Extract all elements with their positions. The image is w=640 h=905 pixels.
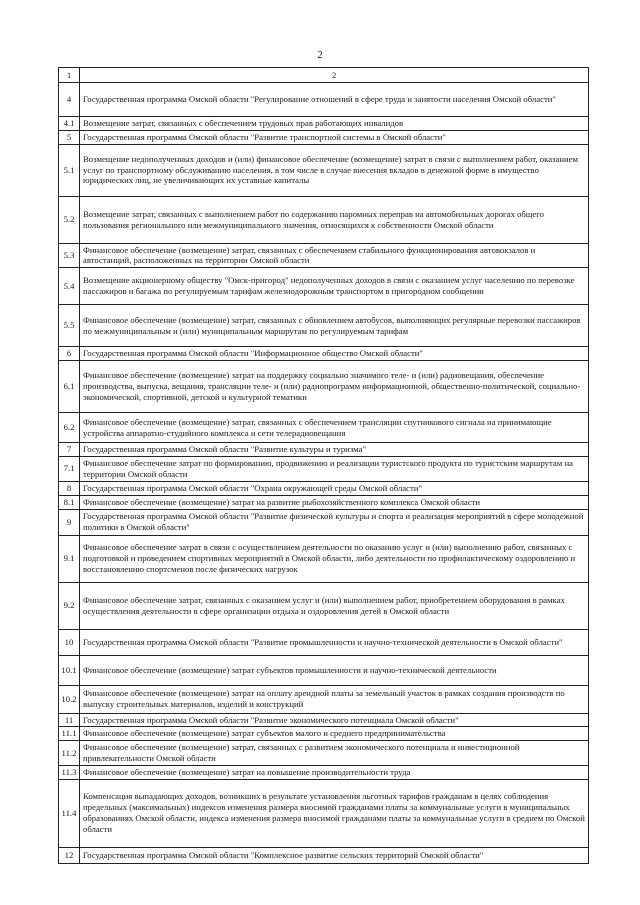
row-text: Финансовое обеспечение затрат, связанных с оказанием услуг и (или) выполнением работ, приобретением оборудования в рамках осуществления деятельности в сфере организации отдыха и оздоровления детей в Омской области [80, 582, 589, 629]
row-number: 5.1 [59, 144, 80, 196]
row-number: 11.3 [59, 765, 80, 779]
row-number: 4 [59, 83, 80, 117]
table-row [59, 727, 589, 741]
row-text: Финансовое обеспечение (возмещение) затрат на развитие рыбохозяйственного комплекса Омской области [80, 495, 589, 509]
row-number: 6.2 [59, 413, 80, 443]
row-text: Государственная программа Омской области "Комплексное развитие сельских территорий Омской области" [80, 847, 589, 863]
row-text: Финансовое обеспечение (возмещение) затрат, связанных с обеспечением стабильного функционирования автовокзалов и автостанций, расположенных на территории Омской области [80, 243, 589, 268]
row-text: Государственная программа Омской области "Развитие экономического потенциала Омской области" [80, 713, 589, 727]
row-text: Финансовое обеспечение (возмещение) затрат субъектов промышленности и научно-технической деятельности [80, 655, 589, 685]
row-text: Финансовое обеспечение (возмещение) затрат, связанных с развитием экономического потенциала и инвестиционной привлекательности Омской области [80, 741, 589, 766]
row-number: 11.2 [59, 741, 80, 766]
table-row [59, 847, 589, 863]
table-row [59, 629, 589, 655]
row-text: Государственная программа Омской области "Информационное общество Омской области" [80, 347, 589, 361]
table-row [59, 713, 589, 727]
table-row [59, 509, 589, 535]
header-cell-number: 1 [59, 68, 80, 83]
row-text: Возмещение затрат, связанных с выполнением работ по содержанию паромных переправ на автомобильных дорогах общего пользования регионального или межмуниципального значения, относящихся к собственности Омской области [80, 196, 589, 243]
row-text: Государственная программа Омской области "Развитие культуры и туризма" [80, 443, 589, 457]
row-text: Финансовое обеспечение (возмещение) затрат, связанных с обновлением автобусов, выполняющих регулярные перевозки пассажиров по межмуниципальным и (или) муниципальным маршрутам по регулируемым тарифам [80, 305, 589, 347]
table-row [59, 268, 589, 305]
row-number: 8.1 [59, 495, 80, 509]
table-row [59, 685, 589, 713]
table-row [59, 779, 589, 847]
row-text: Финансовое обеспечение (возмещение) затрат на оплату арендной платы за земельный участок в рамках создания производств по выпуску строительных материалов, изделий и конструкций [80, 685, 589, 713]
row-text: Государственная программа Омской области "Развитие физической культуры и спорта и реализация мероприятий в сфере молодежной политики в Омской области" [80, 509, 589, 535]
row-number: 5.2 [59, 196, 80, 243]
page-number: 2 [317, 49, 323, 61]
row-number: 9 [59, 509, 80, 535]
row-number: 7.1 [59, 456, 80, 481]
row-text: Финансовое обеспечение (возмещение) затрат субъектов малого и среднего предпринимательства [80, 727, 589, 741]
row-text: Компенсация выпадающих доходов, возникших в результате установления льготных тарифов гражданам в целях соблюдения предельных (максимальных) индексов изменения размера вносимой гражданами платы за коммунальные услуги в муниципальных образованиях Омской области, индекса изменения размера вносимой гражданами платы за коммунальные услуги в среднем по Омской области [80, 779, 589, 847]
row-number: 5 [59, 130, 80, 144]
table-row [59, 83, 589, 117]
row-number: 5.3 [59, 243, 80, 268]
table-row [59, 582, 589, 629]
row-number: 6 [59, 347, 80, 361]
row-text: Финансовое обеспечение (возмещение) затрат на поддержку социально значимого теле- и (или) радиовещания, обеспечение производства, выпуска, вещания, трансляции теле- и (или) радиопрограмм информационной, общественно-политической, социально-экономической, спортивной, детской и культурной тематики [80, 361, 589, 413]
table-row [59, 765, 589, 779]
table-row [59, 655, 589, 685]
row-number: 8 [59, 481, 80, 495]
row-number: 11.4 [59, 779, 80, 847]
row-text: Финансовое обеспечение затрат по формированию, продвижению и реализации туристского продукта по туристским маршрутам на территории Омской области [80, 456, 589, 481]
row-number: 5.4 [59, 268, 80, 305]
row-number: 4.1 [59, 117, 80, 131]
row-text: Государственная программа Омской области "Развитие промышленности и научно-технической деятельности в Омской области" [80, 629, 589, 655]
row-number: 10 [59, 629, 80, 655]
table-row [59, 130, 589, 144]
table-row [59, 144, 589, 196]
table-row [59, 495, 589, 509]
row-number: 5.5 [59, 305, 80, 347]
row-text: Финансовое обеспечение затрат в связи с осуществлением деятельности по оказанию услуг и (или) выполнению работ, связанных с подготовкой и проведением спортивных мероприятий в Омской области, либо деятельности по профилактическому оздоровлению и восстановлению спортсменов после физических нагрузок [80, 535, 589, 582]
table-header-row [59, 68, 589, 83]
row-text: Возмещение акционерному обществу "Омск-пригород" недополученных доходов в связи с оказанием услуг населению по перевозке пассажиров и багажа по регулируемым тарифам железнодорожным транспортом в пригородном сообщении [80, 268, 589, 305]
row-number: 11 [59, 713, 80, 727]
row-text: Государственная программа Омской области "Охрана окружающей среды Омской области" [80, 481, 589, 495]
header-cell-text: 2 [80, 68, 589, 83]
table-row [59, 196, 589, 243]
table-row [59, 481, 589, 495]
row-number: 9.2 [59, 582, 80, 629]
row-text: Возмещение недополученных доходов и (или) финансовое обеспечение (возмещение) затрат в связи с выполнением работ, оказанием услуг по транспортному обслуживанию населения, в том числе в случае внесения вкладов в денежной форме в имущество юридических лиц, не увеличивающих их уставные капиталы [80, 144, 589, 196]
row-text: Финансовое обеспечение (возмещение) затрат, связанных с обеспечением трансляции спутникового сигнала на принимающие устройства аппаратно-студийного комплекса и сети телерадиовещания [80, 413, 589, 443]
table-row [59, 117, 589, 131]
table-row [59, 243, 589, 268]
table-row [59, 535, 589, 582]
row-number: 10.1 [59, 655, 80, 685]
table-row [59, 413, 589, 443]
row-number: 6.1 [59, 361, 80, 413]
row-number: 10.2 [59, 685, 80, 713]
row-number: 12 [59, 847, 80, 863]
table-row [59, 305, 589, 347]
subsidy-table [58, 67, 589, 864]
table-row [59, 456, 589, 481]
table-row [59, 443, 589, 457]
row-number: 7 [59, 443, 80, 457]
table-row [59, 741, 589, 766]
table-row [59, 347, 589, 361]
row-number: 11.1 [59, 727, 80, 741]
table-body [59, 68, 589, 864]
row-text: Государственная программа Омской области "Регулирование отношений в сфере труда и занятости населения Омской области" [80, 83, 589, 117]
row-number: 9.1 [59, 535, 80, 582]
row-text: Возмещение затрат, связанных с обеспечением трудовых прав работающих инвалидов [80, 117, 589, 131]
row-text: Государственная программа Омской области "Развитие транспортной системы в Омской области" [80, 130, 589, 144]
row-text: Финансовое обеспечение (возмещение) затрат на повышение производительности труда [80, 765, 589, 779]
table-row [59, 361, 589, 413]
